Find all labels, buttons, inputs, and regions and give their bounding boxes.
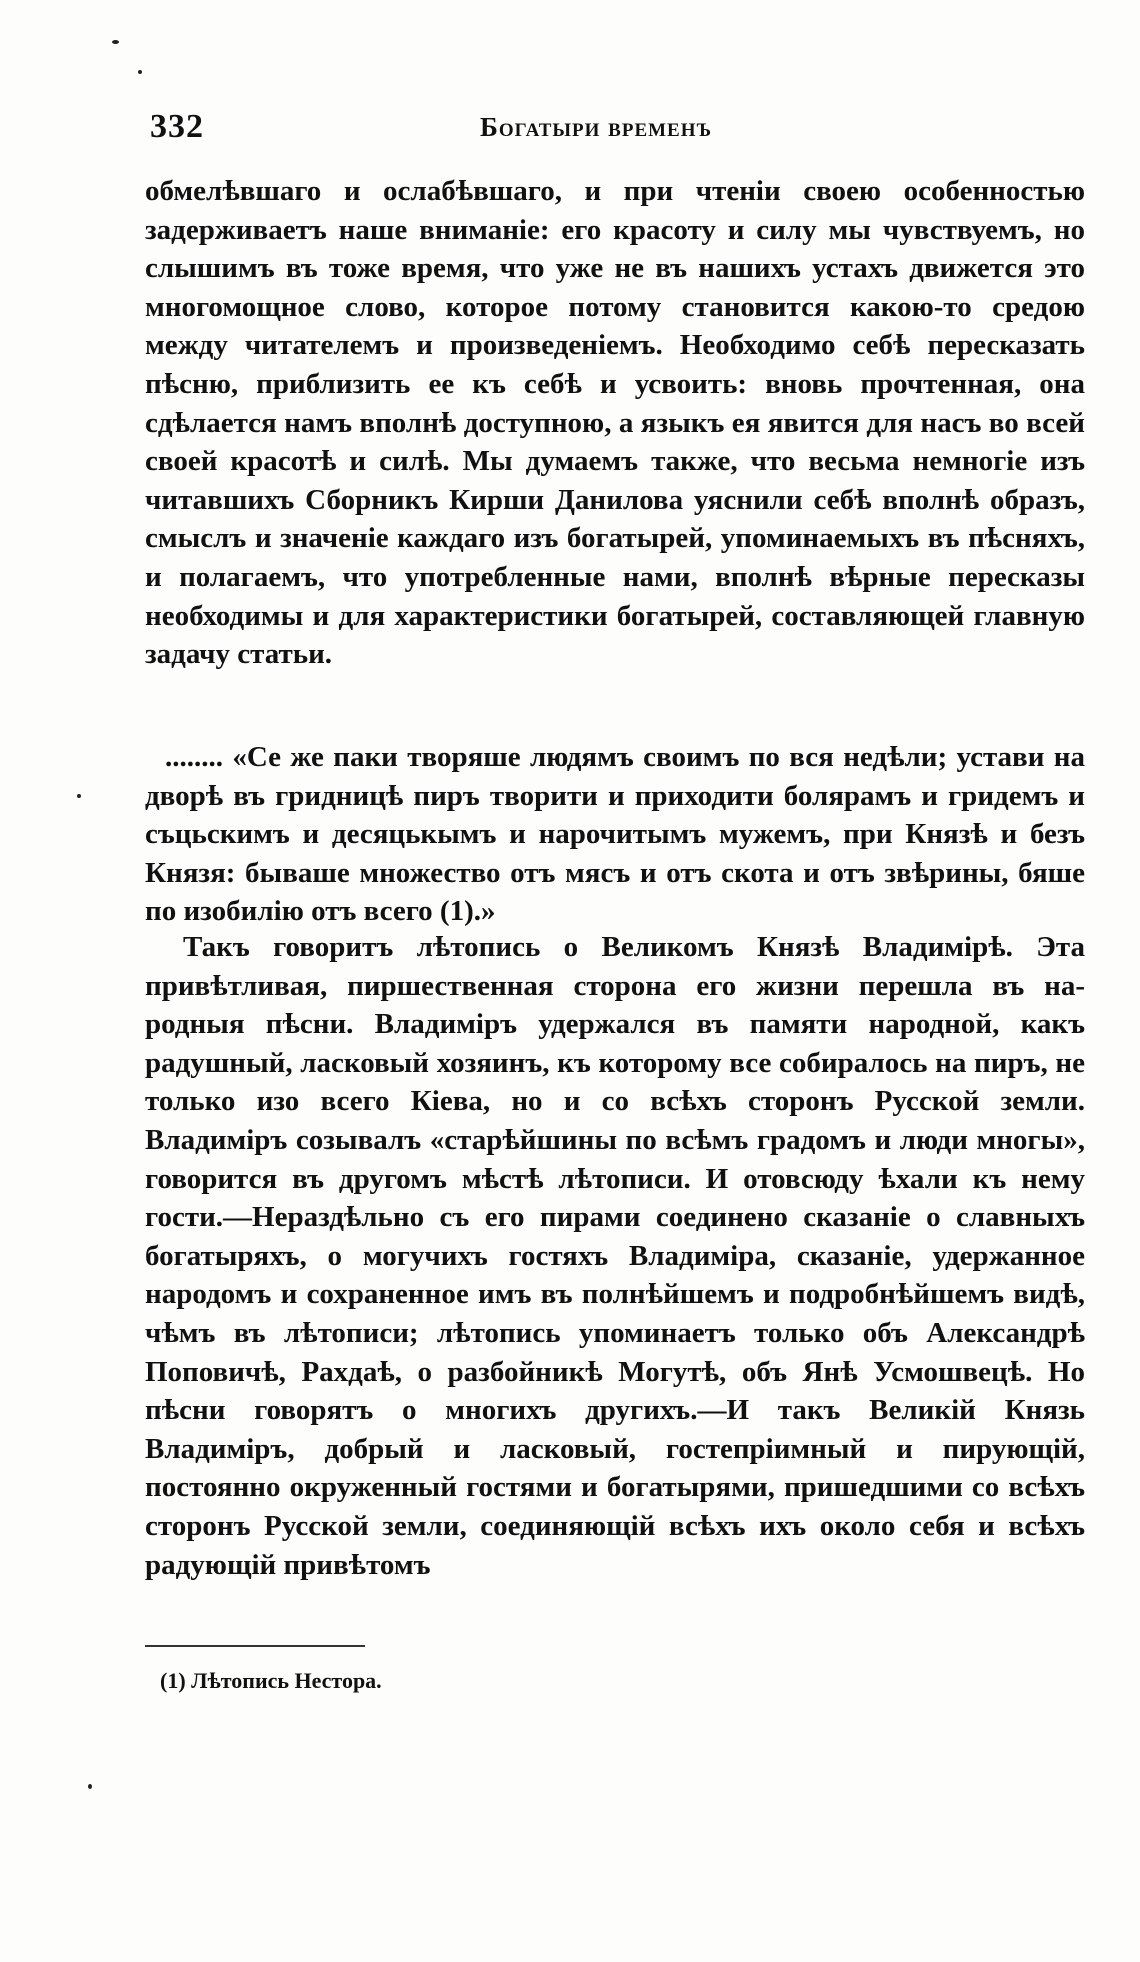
- ink-speck: [88, 1784, 92, 1789]
- ink-speck: [112, 40, 119, 44]
- running-head: Богатыри временъ: [480, 112, 713, 142]
- ink-speck: [138, 70, 142, 74]
- page-header: [150, 108, 1080, 152]
- paragraph-2: Такъ говоритъ лѣтопись о Великомъ Князѣ Владимірѣ. Эта привѣтливая, пиршественная сторона его жизни перешла въ народныя пѣсни. Владиміръ удержался въ памяти народной, какъ радушный, ласковый хозяинъ, къ которому все собиралось на пиръ, не только изо всего Кіева, но и со всѣхъ сторонъ Русской земли. Владиміръ созывалъ «старѣйшины по всѣмъ градомъ и люди многы», говорится въ другомъ мѣстѣ лѣтописи. И отовсюду ѣхали къ нему гости.—Нераздѣльно съ его пирами соединено сказаніе о славныхъ богатыряхъ, о могучихъ гостяхъ Владиміра, сказаніе, удержанное народомъ и сохраненное имъ въ полнѣйшемъ и подробнѣйшемъ видѣ, чѣмъ въ лѣтописи; лѣтопись упоминаетъ только объ Александрѣ Поповичѣ, Рахдаѣ, о разбойникѣ Могутѣ, объ Янѣ Усмошвецѣ. Но пѣсни говорятъ о многихъ другихъ.—И такъ Великій Князь Владиміръ, добрый и ласковый, гостепріимный и пирующій, постоянно окруженный гостями и богатырями, пришедшими со всѣхъ сторонъ Русской земли, соединяющій всѣхъ ихъ около себя и всѣхъ радующій привѣтомъ: [145, 931, 1085, 1581]
- footnote: (1) Лѣтопись Нестора.: [160, 1668, 382, 1693]
- chronicle-quote: ........ «Се же паки творяше людямъ своимъ по вся недѣли; устави на дворѣ въ гридницѣ пиръ творити и приходити болярамъ и гридемъ и съцьскимъ и десяцькымъ и нарочитымъ мужемъ, при Князѣ и безъ Князя: бываше множество отъ мясъ и отъ скота и отъ звѣрины, бяше по изобилію отъ всего (1).»: [145, 741, 1085, 928]
- paragraph-1: обмелѣвшаго и ослабѣвшаго, и при чтеніи своею особенностью задерживаетъ наше вниманіе: его красоту и силу мы чувствуемъ, но слышимъ въ тоже время, что уже не въ нашихъ устахъ движется это многомощное слово, которое потому становится какою-то средою между читателемъ и произведеніемъ. Необходимо себѣ пересказать пѣсню, приблизить ее къ себѣ и усвоить: вновь прочтенная, она сдѣлается намъ вполнѣ доступною, а языкъ ея явится для насъ во всей своей красотѣ и силѣ. Мы думаемъ также, что весьма немногіе изъ читавшихъ Сборникъ Кирши Данилова уяснили себѣ вполнѣ образъ, смыслъ и значеніе каждаго изъ богатырей, упоминаемыхъ въ пѣсняхъ, и полагаемъ, что употребленные нами, вполнѣ вѣрные пересказы необходимы и для характеристики богатырей, составляющей главную задачу статьи.: [145, 175, 1085, 671]
- footnote-rule: [145, 1645, 365, 1647]
- ink-speck: [77, 794, 81, 798]
- page-number: 332: [150, 108, 204, 145]
